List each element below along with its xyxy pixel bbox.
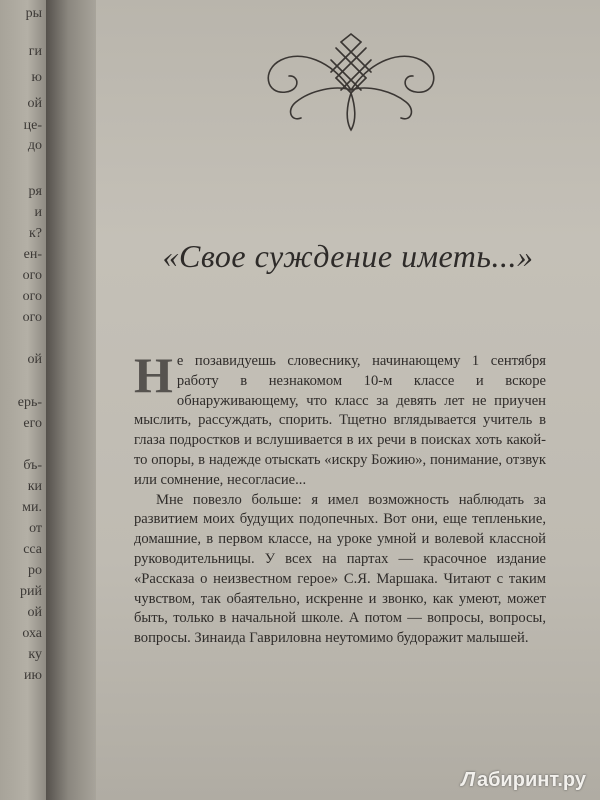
left-text-fragment: ию bbox=[24, 668, 42, 683]
left-text-fragment: ю bbox=[31, 70, 42, 85]
left-text-fragment: ен- bbox=[23, 247, 42, 262]
left-text-fragment: ерь- bbox=[17, 395, 42, 410]
left-text-fragment: ми. bbox=[22, 500, 42, 515]
ornament-icon bbox=[241, 30, 461, 140]
book-page bbox=[96, 0, 600, 800]
left-text-fragment: от bbox=[29, 521, 42, 536]
left-text-fragment: бъ- bbox=[23, 458, 42, 473]
left-text-fragment: це- bbox=[23, 118, 42, 133]
left-text-fragment: ря bbox=[28, 184, 42, 199]
paragraph-1 bbox=[134, 347, 546, 491]
left-text-fragment: оха bbox=[22, 626, 42, 641]
left-text-fragment: ой bbox=[27, 605, 42, 620]
watermark bbox=[461, 769, 586, 792]
left-text-fragment: к? bbox=[28, 226, 42, 241]
paragraph-1-text: е позавидуешь словеснику, начинающему 1 сентября работу в незнакомом 10-м классе и вскоре обнаруживающему, что класс за девять лет не приучен мыслить, рассуждать, спорить. Тщетно вглядывается учитель в глаза подростков и вслушивается в их речи в поисках хоть какой-то опоры, в надежде отыскать «искру Божию», понимание, отзвук или сомнение, несогласие... bbox=[134, 353, 546, 488]
left-text-fragment: ого bbox=[22, 310, 42, 325]
left-text-fragment: ого bbox=[22, 268, 42, 283]
watermark-text: абиринт.ру bbox=[476, 769, 586, 791]
article-body bbox=[134, 347, 546, 649]
left-text-fragment: ры bbox=[25, 6, 42, 21]
left-text-fragment: до bbox=[27, 138, 42, 153]
left-text-fragment: рий bbox=[20, 584, 42, 599]
labirint-logo-icon: Л bbox=[461, 769, 475, 791]
left-text-fragment: и bbox=[34, 205, 42, 220]
left-text-fragment: ги bbox=[28, 44, 42, 59]
left-page-edge bbox=[0, 0, 46, 800]
book-gutter bbox=[46, 0, 96, 800]
left-text-fragment: ку bbox=[28, 647, 42, 662]
left-text-fragment: его bbox=[23, 416, 42, 431]
left-text-fragment: ой bbox=[27, 352, 42, 367]
left-text-fragment: сса bbox=[23, 542, 42, 557]
left-text-fragment: ки bbox=[27, 479, 42, 494]
left-text-fragment: ро bbox=[28, 563, 42, 578]
drop-cap: Н bbox=[134, 347, 173, 403]
left-text-fragment: ого bbox=[22, 289, 42, 304]
paragraph-2: Мне повезло больше: я имел возможность наблюдать за развитием моих будущих подопечных. Вот они, еще тепленькие, домашние, в первом классе, на уроке умной и волевой классной руководительницы. У всех на партах — красочное издание «Рассказа о неизвестном герое» С.Я. Маршака. Читают с таким чувством, так обаятельно, искренне и звонко, как умеют, может быть, только в начальной школе. А потом — вопросы, вопросы, вопросы. Зинаида Гавриловна неутомимо будоражит малышей. bbox=[134, 491, 546, 647]
left-text-fragment: ой bbox=[27, 96, 42, 111]
chapter-title: «Свое суждение иметь...» bbox=[162, 238, 534, 274]
